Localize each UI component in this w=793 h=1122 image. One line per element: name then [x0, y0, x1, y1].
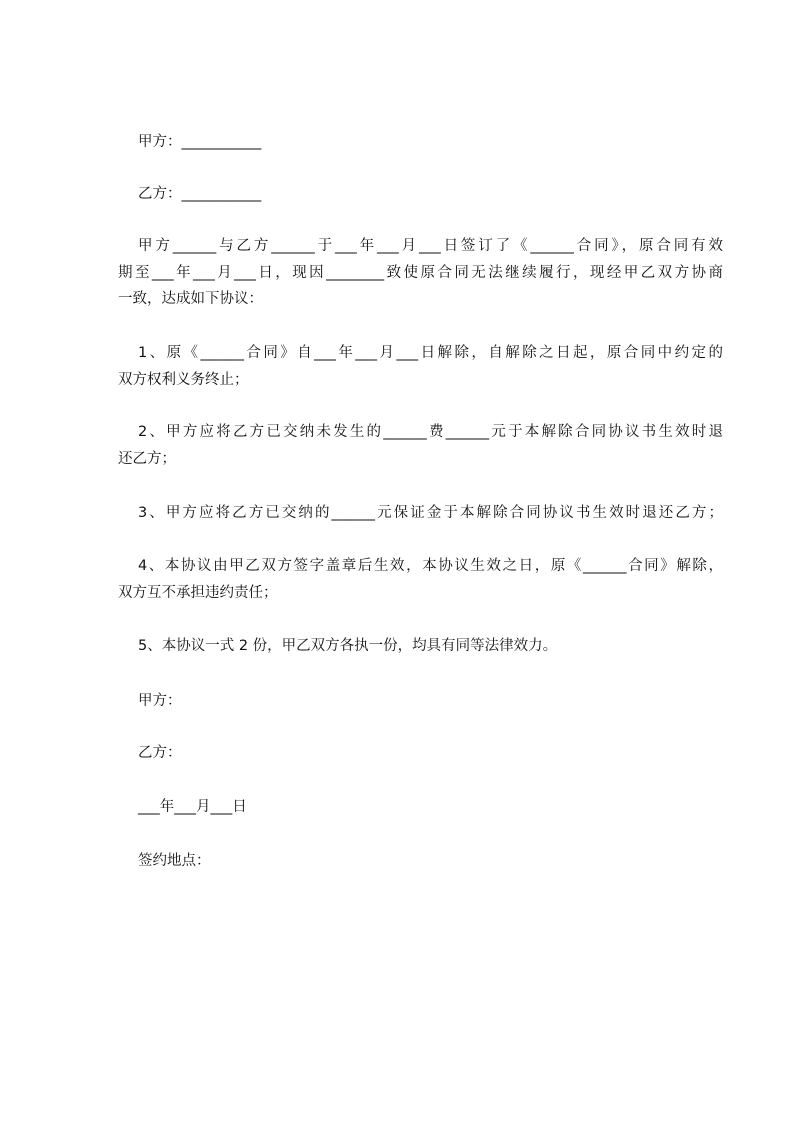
- intro-line: 期至___年___月___日，现因________致使原合同无法继续履行，现经甲乙双方协商: [118, 264, 723, 281]
- clause-2: [118, 419, 723, 472]
- signature-party-a-label: 甲方：: [138, 693, 182, 709]
- signature-date-text: ___年___月___日: [138, 799, 247, 815]
- intro-paragraph: [118, 233, 723, 313]
- signature-party-b-label: 乙方：: [138, 745, 182, 761]
- signature-place: [118, 848, 723, 875]
- clause-line: 双方权利义务终止；: [118, 371, 249, 388]
- party-a-text: 甲方：___________: [138, 134, 262, 150]
- party-a-line: [118, 129, 723, 156]
- party-b-line: [118, 181, 723, 208]
- signature-party-b: [118, 740, 723, 767]
- clause-3: [118, 500, 723, 527]
- signature-date: [118, 794, 723, 821]
- clause-5: [118, 633, 723, 660]
- clause-4: [118, 553, 723, 606]
- intro-line: 一致，达成如下协议：: [118, 291, 263, 307]
- clause-line: 还乙方；: [118, 450, 176, 467]
- intro-line: 甲方______与乙方______于___年___月___日签订了《______合同》，原合同有效: [138, 238, 723, 254]
- signature-place-label: 签约地点：: [138, 853, 211, 869]
- clause-line: 2、甲方应将乙方已交纳未发生的______费______元于本解除合同协议书生效时退: [138, 424, 723, 440]
- clause-line: 1、原《______合同》自___年___月___日解除，自解除之日起，原合同中约定的: [138, 345, 723, 361]
- clause-line: 5、本协议一式 2 份，甲乙双方各执一份，均具有同等法律效力。: [138, 638, 558, 654]
- clause-line: 4、本协议由甲乙双方签字盖章后生效，本协议生效之日，原《______合同》解除，: [138, 558, 723, 574]
- signature-party-a: [118, 688, 723, 715]
- clause-line: 3、甲方应将乙方已交纳的______元保证金于本解除合同协议书生效时退还乙方；: [138, 505, 723, 521]
- clause-line: 双方互不承担违约责任；: [118, 584, 278, 601]
- clause-1: [118, 340, 723, 393]
- party-b-text: 乙方：___________: [138, 186, 262, 202]
